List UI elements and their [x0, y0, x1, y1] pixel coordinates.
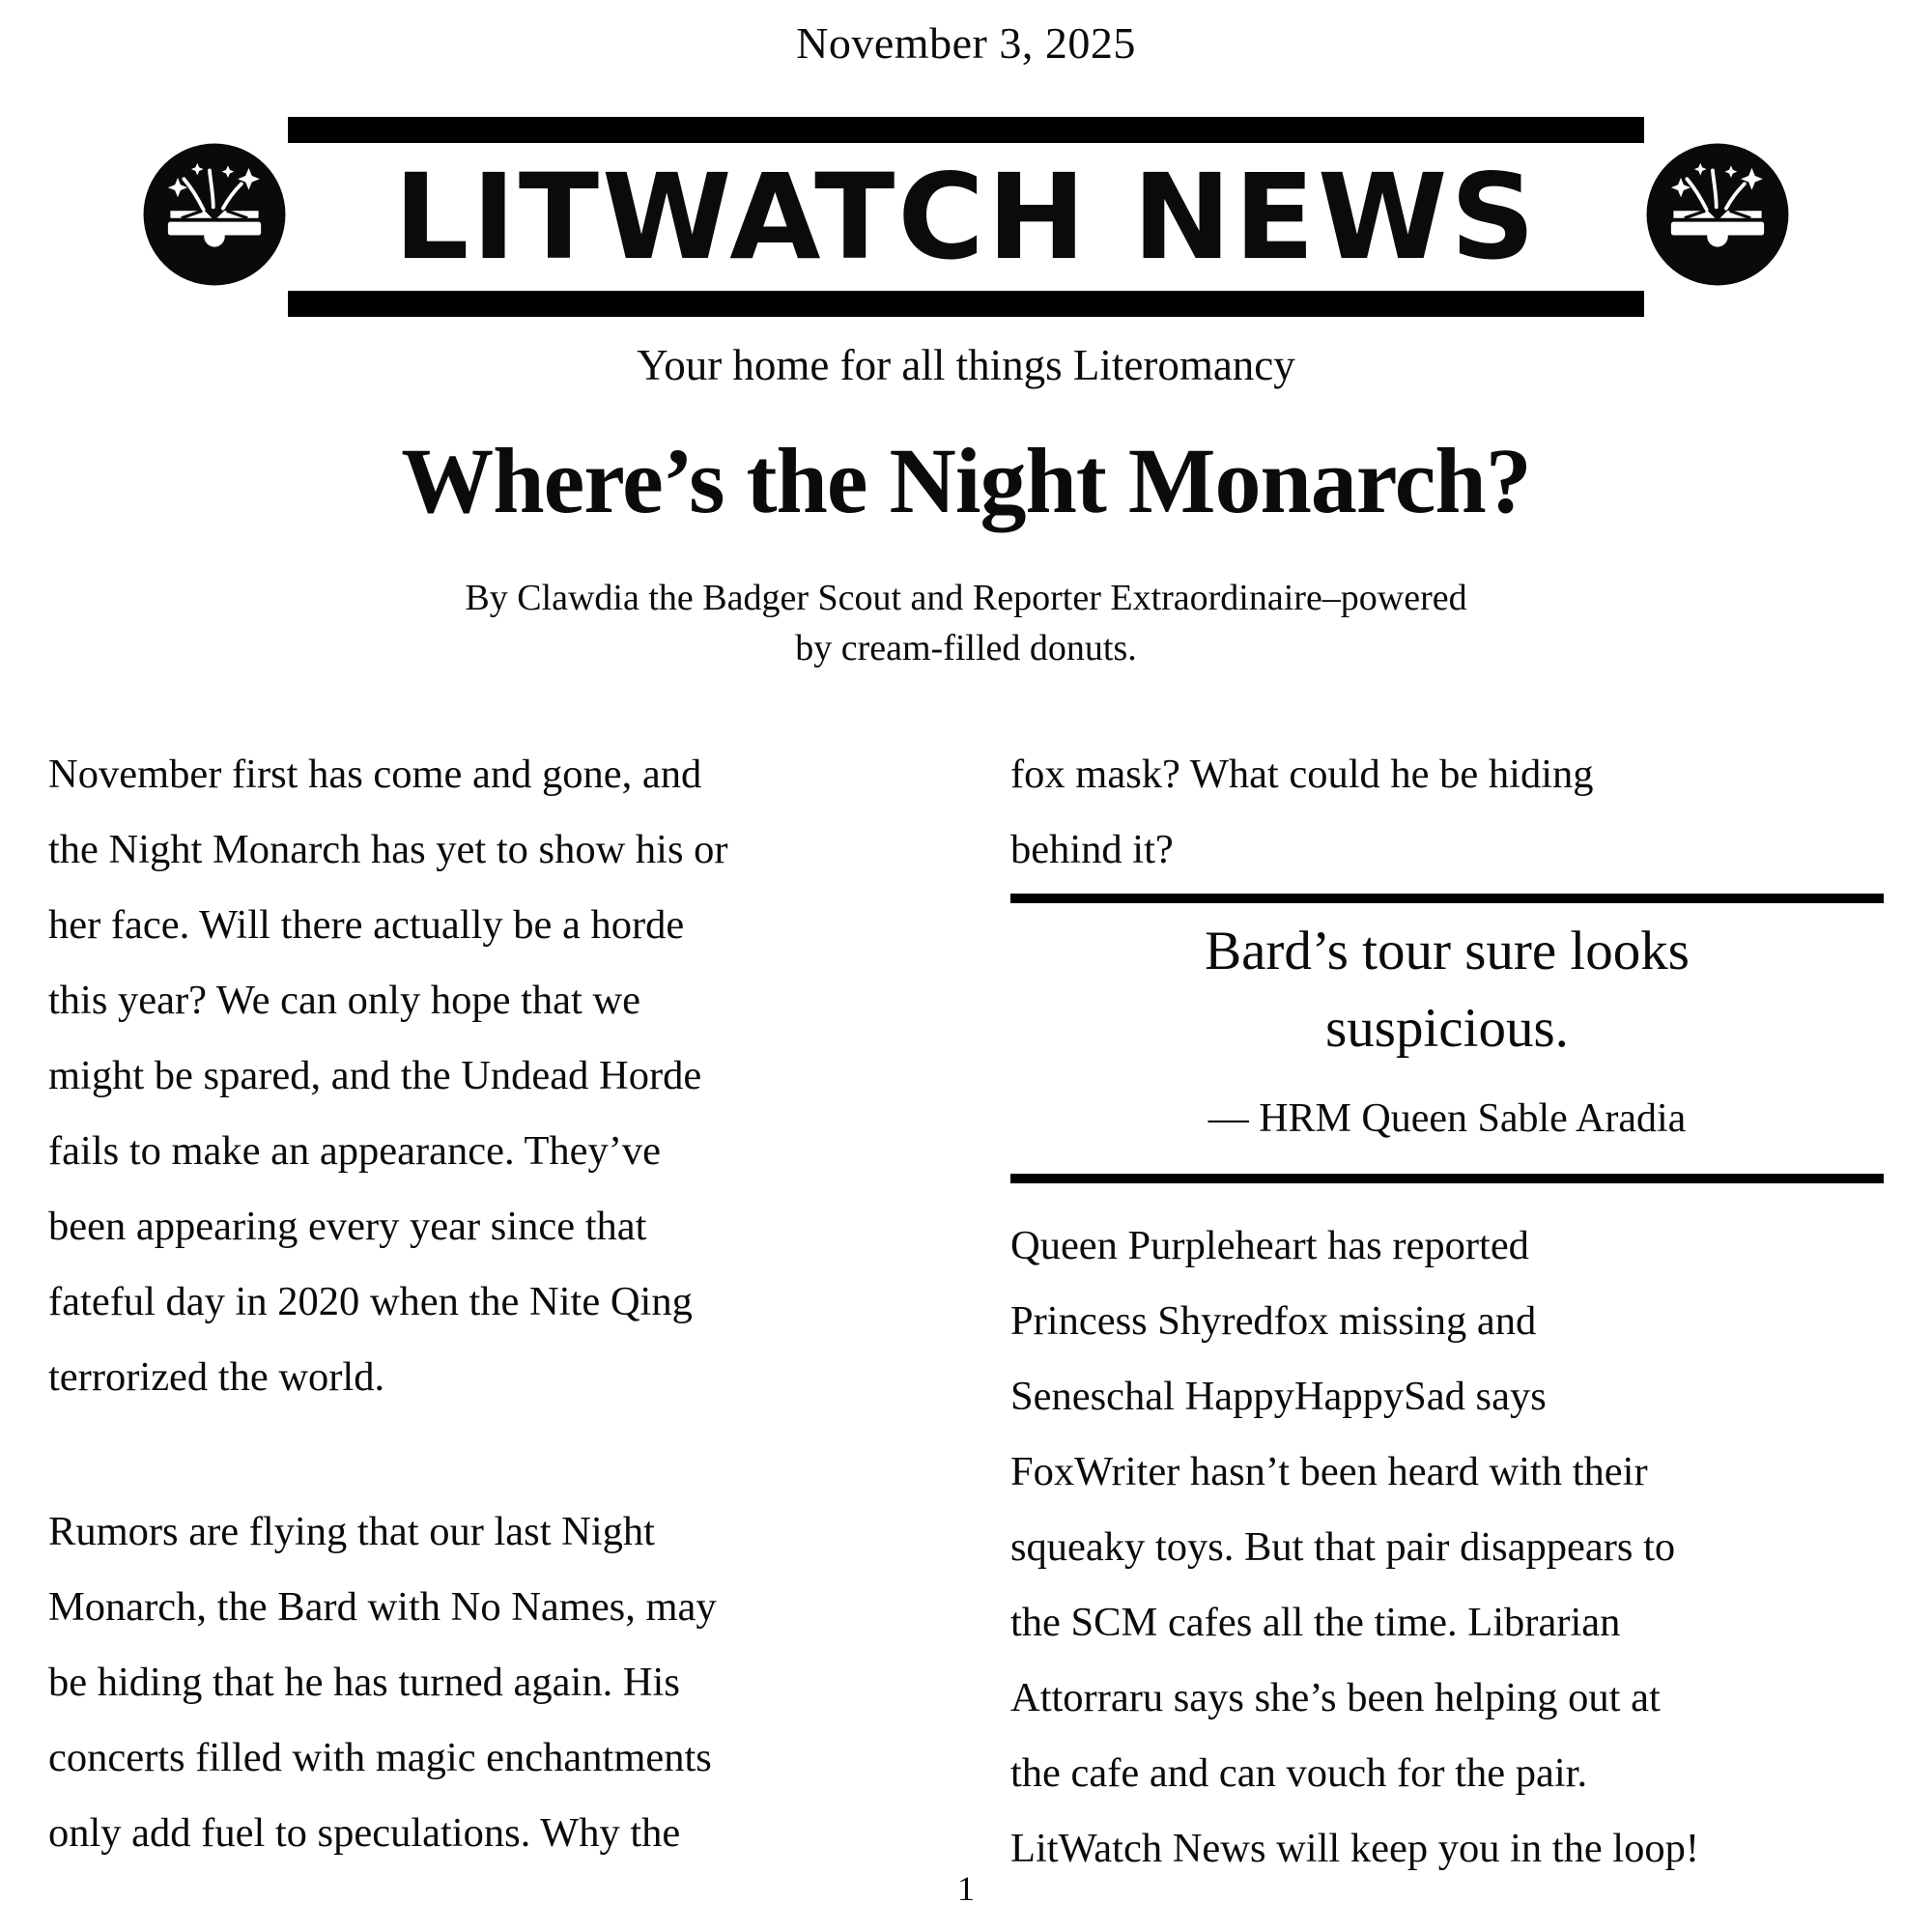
text-line: Attorraru says she’s been helping out at [1010, 1675, 1661, 1720]
paragraph [1010, 737, 1884, 888]
paragraph [48, 737, 922, 1415]
article-headline: Where’s the Night Monarch? [401, 429, 1531, 532]
text-line: By Clawdia the Badger Scout and Reporter Extraordinaire–powered [465, 578, 1467, 618]
text-line: suspicious. [1325, 998, 1569, 1059]
text-line: been appearing every year since that [48, 1204, 647, 1249]
text-line: Queen Purpleheart has reported [1010, 1223, 1529, 1268]
text-line: the cafe and can vouch for the pair. [1010, 1750, 1588, 1796]
text-line: behind it? [1010, 827, 1174, 872]
pull-quote-bottom-rule [1010, 1174, 1884, 1183]
paragraph [1010, 1208, 1884, 1887]
text-line: FoxWriter hasn’t been heard with their [1010, 1449, 1648, 1494]
text-line: the Night Monarch has yet to show his or [48, 827, 728, 872]
text-line: squeaky toys. But that pair disappears to [1010, 1524, 1676, 1570]
text-line: November first has come and gone, and [48, 752, 702, 797]
page-number: 1 [957, 1869, 975, 1908]
right-column [1010, 737, 1884, 1887]
text-line: Princess Shyredfox missing and [1010, 1298, 1537, 1344]
text-line: only add fuel to speculations. Why the [48, 1810, 681, 1856]
text-line: fateful day in 2020 when the Nite Qing [48, 1279, 693, 1324]
pull-quote-attribution: — HRM Queen Sable Aradia [1208, 1096, 1687, 1141]
text-line: be hiding that he has turned again. His [48, 1660, 680, 1705]
left-column [48, 737, 922, 1887]
text-line: Seneschal HappyHappySad says [1010, 1374, 1547, 1419]
masthead-tagline: Your home for all things Literomancy [637, 341, 1295, 389]
text-line: Rumors are flying that our last Night [48, 1509, 655, 1554]
paragraph [48, 1494, 922, 1871]
masthead-title: LITWATCH NEWS [393, 148, 1539, 286]
text-line: LitWatch News will keep you in the loop! [1010, 1826, 1700, 1871]
text-line: Bard’s tour sure looks [1205, 921, 1690, 981]
text-line: might be spared, and the Undead Horde [48, 1053, 702, 1098]
masthead-bottom-bar [288, 291, 1644, 317]
text-line: by cream-filled donuts. [795, 628, 1137, 668]
pull-quote [1010, 913, 1884, 1067]
text-line: concerts filled with magic enchantments [48, 1735, 712, 1780]
article-byline [0, 573, 1932, 673]
text-line: the SCM cafes all the time. Librarian [1010, 1600, 1621, 1645]
text-line: terrorized the world. [48, 1354, 385, 1400]
text-line: this year? We can only hope that we [48, 978, 641, 1023]
masthead [0, 117, 1932, 317]
article-body [0, 737, 1932, 1887]
issue-date: November 3, 2025 [796, 18, 1136, 68]
pull-quote-top-rule [1010, 894, 1884, 903]
text-line: Monarch, the Bard with No Names, may [48, 1584, 717, 1630]
text-line: fox mask? What could he be hiding [1010, 752, 1594, 797]
masthead-top-bar [288, 117, 1644, 143]
text-line: fails to make an appearance. They’ve [48, 1128, 662, 1174]
text-line: her face. Will there actually be a horde [48, 902, 685, 948]
book-sparkles-icon [1644, 141, 1791, 288]
